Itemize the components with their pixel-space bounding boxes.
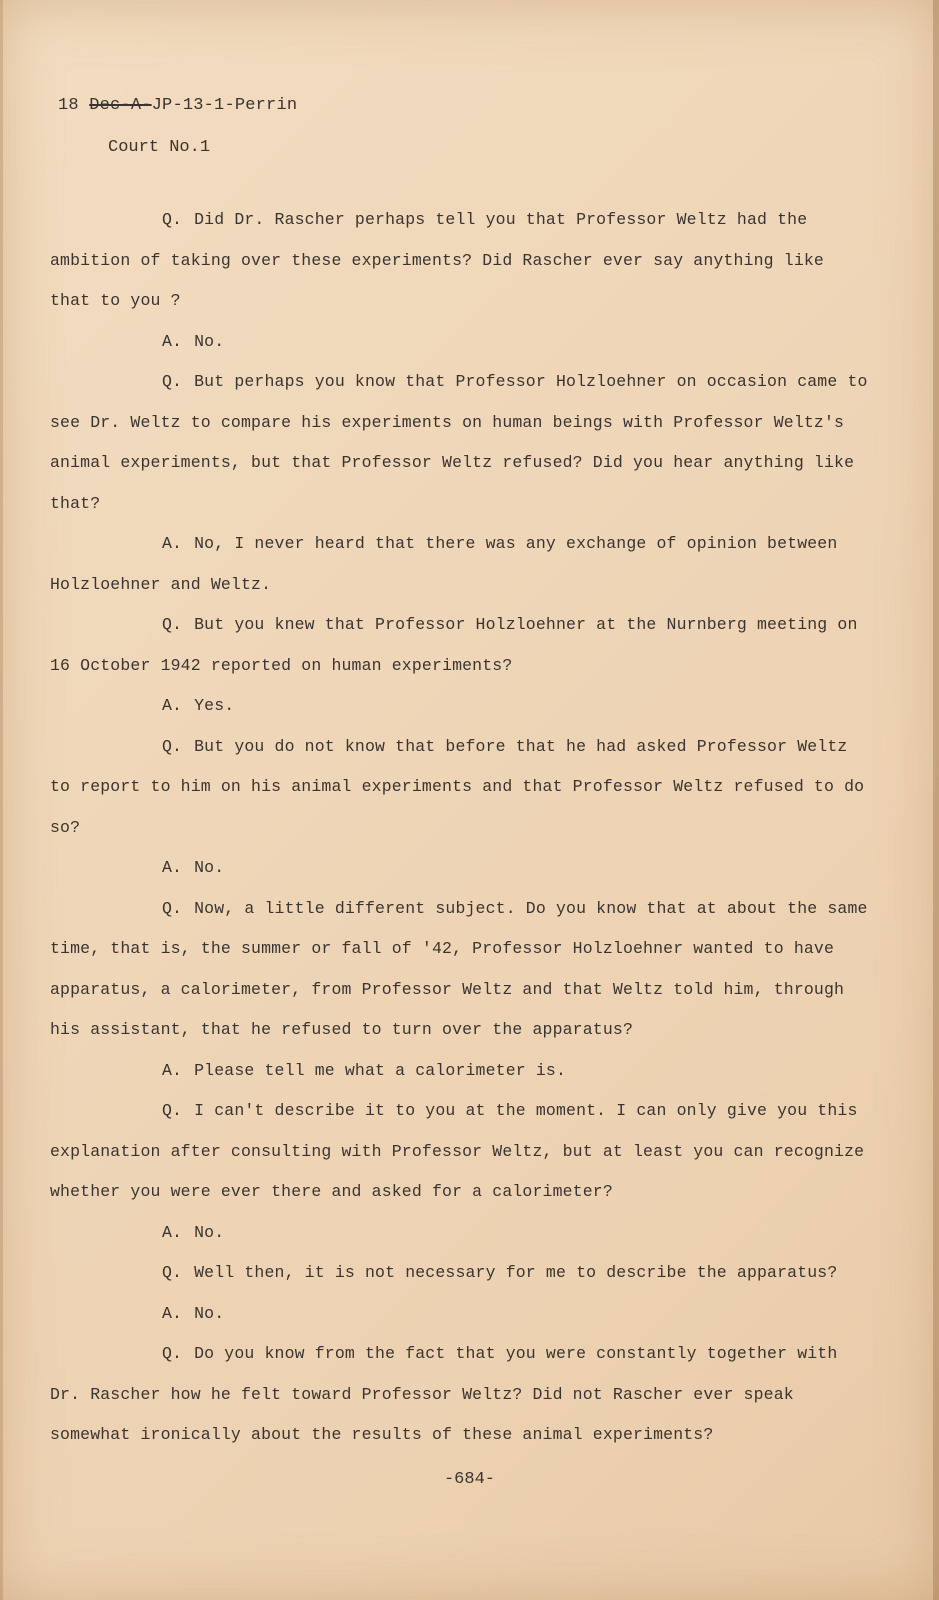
transcript-entry	[50, 848, 870, 889]
page-number: -684-	[443, 1470, 495, 1489]
entry-text: Please tell me what a calorimeter is.	[194, 1060, 567, 1080]
entry-text: Do you know from the fact that you were constantly together with Dr. Rascher how he felt toward Professor Weltz? Did not Rascher ever speak somewhat ironically about the results of these animal experiments?	[50, 1344, 838, 1444]
speaker-label: A.	[162, 1303, 183, 1323]
entry-text: No.	[194, 331, 225, 351]
entry-text: Now, a little different subject. Do you know that at about the same time, that is, the summer or fall of '42, Professor Holzloehner wanted to have apparatus, a calorimeter, from Professor Weltz and that Weltz told him, through his assistant, that he refused to turn over the apparatus?	[50, 898, 868, 1039]
header-prefix: 18	[58, 96, 90, 115]
entry-text: But perhaps you know that Professor Holzloehner on occasion came to see Dr. Weltz to compare his experiments on human beings with Professor Weltz's animal experiments, but that Professor Weltz refused? Did you hear anything like that?	[50, 372, 868, 513]
speaker-label: A.	[162, 858, 183, 877]
transcript-entry	[50, 889, 870, 1051]
speaker-label: Q.	[162, 898, 183, 918]
speaker-label: A.	[162, 1060, 183, 1080]
speaker-label: Q.	[162, 1101, 183, 1120]
speaker-label: Q.	[162, 1263, 183, 1282]
transcript-entry	[50, 1253, 870, 1294]
court-number: Court No.1	[108, 138, 211, 157]
transcript-entry	[50, 362, 870, 524]
transcript-entry	[50, 200, 870, 322]
entry-text: Did Dr. Rascher perhaps tell you that Professor Weltz had the ambition of taking over these experiments? Did Rascher ever say anything like that to you ?	[50, 210, 824, 310]
transcript-entry	[50, 1051, 870, 1092]
transcript-entry	[50, 605, 870, 686]
entry-text: Yes.	[194, 696, 235, 715]
entry-text: I can't describe it to you at the moment. I can only give you this explanation after consulting with Professor Weltz, but at least you can recognize whether you were ever there and asked for a calorimeter?	[50, 1101, 865, 1201]
transcript-entry	[50, 322, 870, 363]
entry-text: No.	[194, 1303, 225, 1323]
entry-text: No.	[194, 1222, 225, 1242]
entry-text: No, I never heard that there was any exchange of opinion between Holzloehner and Weltz.	[50, 534, 838, 594]
speaker-label: A.	[162, 1222, 183, 1242]
speaker-label: Q.	[162, 736, 183, 756]
speaker-label: Q.	[162, 210, 183, 229]
speaker-label: Q.	[162, 615, 183, 634]
transcript-entry	[50, 524, 870, 605]
entry-text: No.	[194, 858, 225, 877]
speaker-label: A.	[162, 331, 183, 351]
transcript-entry	[50, 727, 870, 849]
transcript-body	[50, 200, 870, 1456]
entry-text: Well then, it is not necessary for me to describe the apparatus?	[194, 1263, 838, 1282]
transcript-entry	[50, 1091, 870, 1213]
transcript-entry	[50, 686, 870, 727]
entry-text: But you do not know that before that he had asked Professor Weltz to report to him on his animal experiments and that Professor Weltz refused to do so?	[50, 736, 865, 837]
speaker-label: A.	[162, 534, 183, 553]
transcript-entry	[50, 1294, 870, 1335]
header-reference: JP-13-1-Perrin	[151, 96, 298, 115]
header-struck-text: Dec-A-	[89, 96, 152, 115]
transcript-entry	[50, 1213, 870, 1254]
speaker-label: Q.	[162, 372, 183, 391]
entry-text: But you knew that Professor Holzloehner at the Nurnberg meeting on 16 October 1942 reported on human experiments?	[50, 615, 858, 675]
speaker-label: A.	[162, 696, 183, 715]
document-header	[58, 96, 297, 115]
transcript-entry	[50, 1334, 870, 1456]
speaker-label: Q.	[162, 1344, 183, 1363]
